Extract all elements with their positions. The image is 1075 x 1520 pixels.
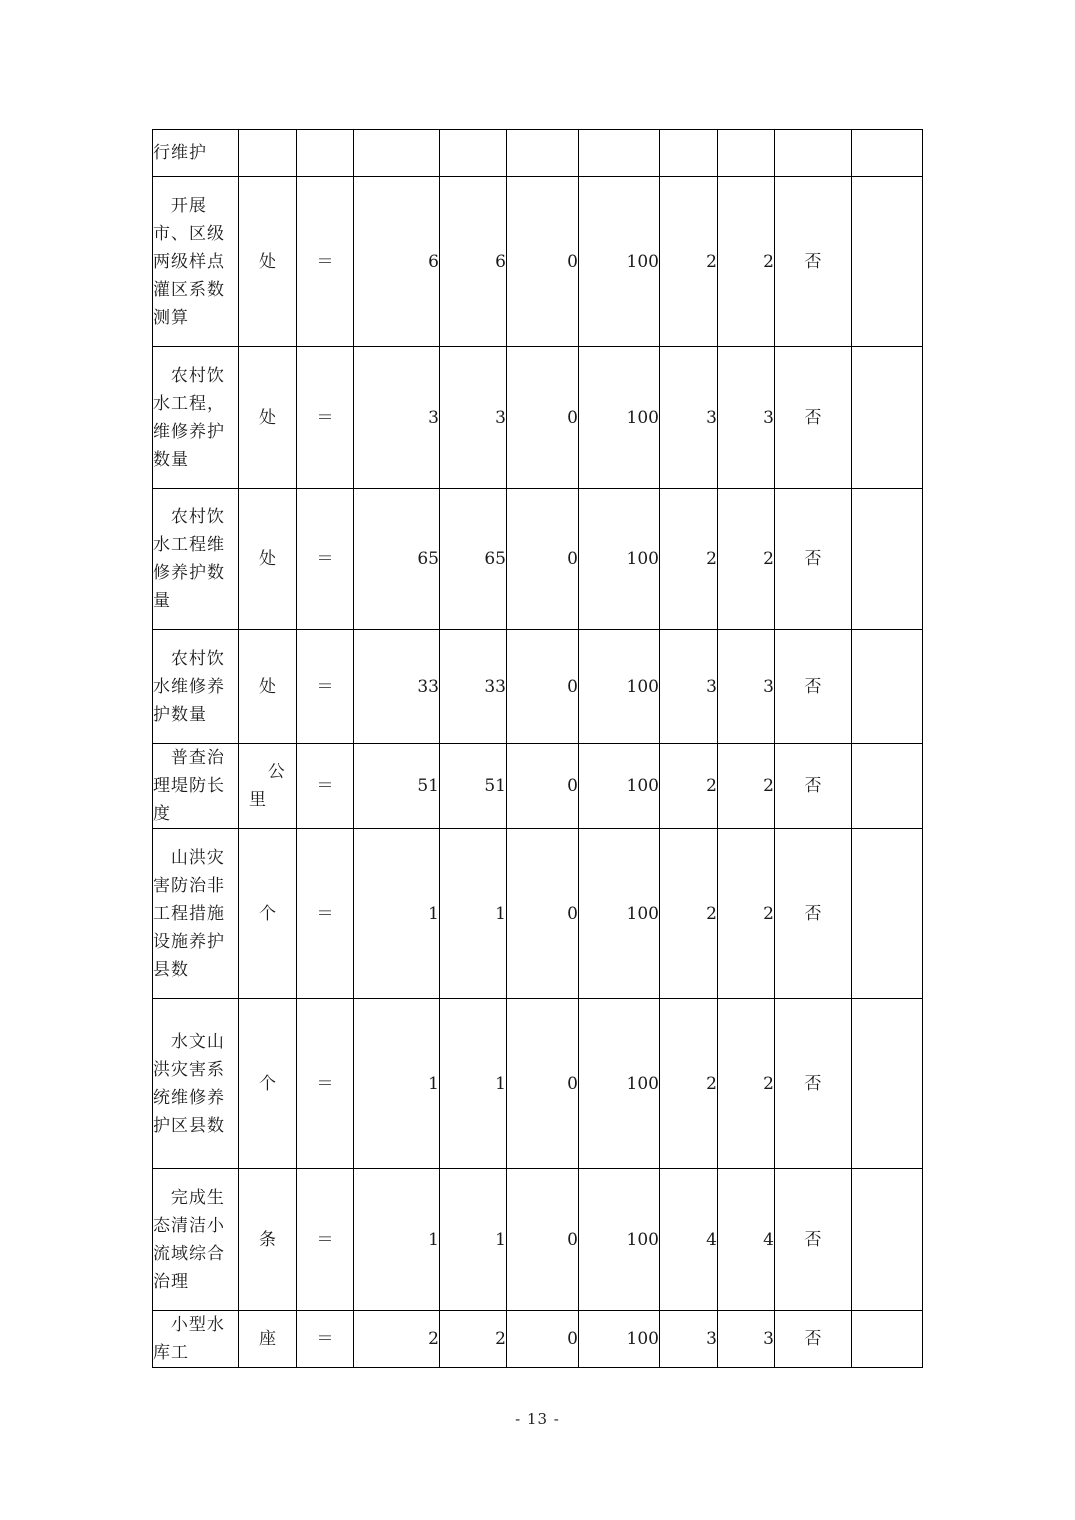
operator-cell: ＝ [297,744,354,829]
operator-cell: ＝ [297,177,354,347]
value-cell: 1 [440,829,507,999]
operator-cell: ＝ [297,999,354,1169]
yes-no-cell: 否 [775,177,852,347]
unit-cell [239,130,297,177]
operator-cell: ＝ [297,347,354,489]
value-cell: 3 [354,347,440,489]
unit-cell: 处 [239,489,297,630]
note-cell [852,1169,923,1311]
value-cell: 0 [507,1169,579,1311]
operator-cell: ＝ [297,1311,354,1368]
value-cell: 100 [579,347,660,489]
value-cell: 1 [354,999,440,1169]
value-cell: 100 [579,829,660,999]
value-cell: 2 [718,489,775,630]
value-cell [440,130,507,177]
table-row [153,347,923,489]
value-cell: 2 [718,829,775,999]
indicator-name-cell: 农村饮水工程维修养护数量 [153,489,239,630]
value-cell: 2 [718,999,775,1169]
indicator-name-cell: 小型水库工 [153,1311,239,1368]
table-row [153,177,923,347]
value-cell: 2 [660,177,718,347]
indicator-name-cell: 山洪灾害防治非工程措施设施养护县数 [153,829,239,999]
value-cell: 0 [507,1311,579,1368]
value-cell: 0 [507,347,579,489]
value-cell: 4 [660,1169,718,1311]
operator-cell [297,130,354,177]
value-cell: 2 [660,829,718,999]
value-cell: 0 [507,177,579,347]
value-cell: 0 [507,999,579,1169]
yes-no-cell: 否 [775,829,852,999]
indicator-name-cell: 农村饮水维修养护数量 [153,630,239,744]
yes-no-cell: 否 [775,744,852,829]
table-row [153,829,923,999]
table-row [153,1311,923,1368]
value-cell: 6 [440,177,507,347]
note-cell [852,999,923,1169]
note-cell [852,630,923,744]
unit-cell: 个 [239,829,297,999]
value-cell: 2 [660,744,718,829]
value-cell: 65 [354,489,440,630]
operator-cell: ＝ [297,630,354,744]
value-cell [718,130,775,177]
unit-cell: 处 [239,177,297,347]
value-cell: 3 [660,630,718,744]
value-cell: 1 [440,1169,507,1311]
value-cell: 100 [579,744,660,829]
value-cell: 2 [718,744,775,829]
value-cell [660,130,718,177]
note-cell [852,1311,923,1368]
value-cell: 100 [579,999,660,1169]
indicator-name-cell: 水文山洪灾害系统维修养护区县数 [153,999,239,1169]
note-cell [852,347,923,489]
yes-no-cell: 否 [775,999,852,1169]
yes-no-cell: 否 [775,1311,852,1368]
operator-cell: ＝ [297,1169,354,1311]
table-row [153,744,923,829]
value-cell: 2 [660,489,718,630]
note-cell [852,489,923,630]
value-cell: 51 [440,744,507,829]
value-cell [354,130,440,177]
value-cell: 33 [440,630,507,744]
value-cell: 100 [579,1169,660,1311]
note-cell [852,829,923,999]
indicator-name-cell: 开展市、区级两级样点灌区系数测算 [153,177,239,347]
indicator-name-cell: 行维护 [153,130,239,177]
indicator-name-cell: 普查治理堤防长度 [153,744,239,829]
value-cell: 4 [718,1169,775,1311]
value-cell: 3 [718,630,775,744]
value-cell: 100 [579,1311,660,1368]
unit-cell: 座 [239,1311,297,1368]
table-row [153,1169,923,1311]
yes-no-cell [775,130,852,177]
value-cell: 6 [354,177,440,347]
indicator-name-cell: 完成生态清洁小流域综合治理 [153,1169,239,1311]
operator-cell: ＝ [297,489,354,630]
value-cell: 1 [354,829,440,999]
performance-indicator-table [152,129,923,1368]
value-cell: 1 [354,1169,440,1311]
value-cell: 0 [507,489,579,630]
value-cell: 2 [718,177,775,347]
value-cell: 0 [507,630,579,744]
note-cell [852,130,923,177]
table-row [153,630,923,744]
table-row [153,130,923,177]
value-cell: 3 [660,1311,718,1368]
unit-cell: 处 [239,347,297,489]
value-cell: 2 [660,999,718,1169]
note-cell [852,744,923,829]
value-cell: 33 [354,630,440,744]
table-row [153,489,923,630]
value-cell [507,130,579,177]
yes-no-cell: 否 [775,630,852,744]
unit-cell: 处 [239,630,297,744]
yes-no-cell: 否 [775,1169,852,1311]
unit-cell: 个 [239,999,297,1169]
value-cell: 1 [440,999,507,1169]
unit-cell: 公里 [239,744,297,829]
page-number: - 13 - [515,1410,560,1428]
value-cell: 100 [579,489,660,630]
value-cell: 0 [507,744,579,829]
value-cell [579,130,660,177]
value-cell: 100 [579,630,660,744]
value-cell: 3 [718,347,775,489]
value-cell: 2 [354,1311,440,1368]
yes-no-cell: 否 [775,347,852,489]
note-cell [852,177,923,347]
table-row [153,999,923,1169]
value-cell: 51 [354,744,440,829]
yes-no-cell: 否 [775,489,852,630]
value-cell: 3 [440,347,507,489]
indicator-name-cell: 农村饮水工程，维修养护数量 [153,347,239,489]
value-cell: 2 [440,1311,507,1368]
value-cell: 65 [440,489,507,630]
value-cell: 3 [718,1311,775,1368]
unit-cell: 条 [239,1169,297,1311]
value-cell: 100 [579,177,660,347]
value-cell: 3 [660,347,718,489]
value-cell: 0 [507,829,579,999]
operator-cell: ＝ [297,829,354,999]
